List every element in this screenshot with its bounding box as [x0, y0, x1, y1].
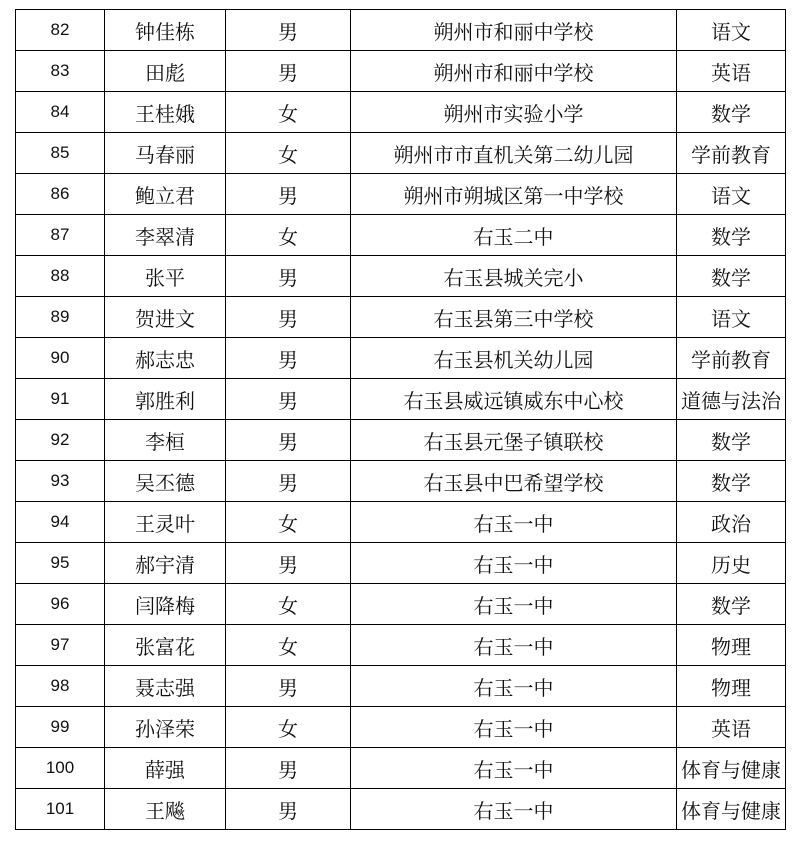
table-row: [16, 420, 786, 461]
gender-cell: 女: [226, 625, 351, 666]
school-cell: 朔州市和丽中学校: [351, 51, 677, 92]
school-cell: 右玉县第三中学校: [351, 297, 677, 338]
teacher-name-cell: 王灵叶: [105, 502, 226, 543]
subject-cell: 物理: [677, 666, 786, 707]
teacher-name-cell: 王飚: [105, 789, 226, 830]
row-number-cell: 87: [16, 215, 105, 256]
row-number-cell: 83: [16, 51, 105, 92]
school-cell: 右玉一中: [351, 502, 677, 543]
school-cell: 右玉一中: [351, 584, 677, 625]
subject-cell: 数学: [677, 256, 786, 297]
school-cell: 朔州市和丽中学校: [351, 10, 677, 51]
gender-cell: 男: [226, 379, 351, 420]
gender-cell: 男: [226, 297, 351, 338]
subject-cell: 语文: [677, 10, 786, 51]
row-number-cell: 84: [16, 92, 105, 133]
subject-cell: 语文: [677, 297, 786, 338]
row-number-cell: 99: [16, 707, 105, 748]
row-number-cell: 101: [16, 789, 105, 830]
teacher-name-cell: 聂志强: [105, 666, 226, 707]
table-row: [16, 92, 786, 133]
teacher-name-cell: 郝宇清: [105, 543, 226, 584]
teacher-name-cell: 郭胜利: [105, 379, 226, 420]
gender-cell: 女: [226, 707, 351, 748]
subject-cell: 体育与健康: [677, 789, 786, 830]
subject-cell: 英语: [677, 707, 786, 748]
table-row: [16, 297, 786, 338]
row-number-cell: 88: [16, 256, 105, 297]
row-number-cell: 92: [16, 420, 105, 461]
subject-cell: 数学: [677, 584, 786, 625]
gender-cell: 男: [226, 543, 351, 584]
gender-cell: 男: [226, 174, 351, 215]
teacher-name-cell: 贺进文: [105, 297, 226, 338]
subject-cell: 物理: [677, 625, 786, 666]
teacher-name-cell: 钟佳栋: [105, 10, 226, 51]
subject-cell: 历史: [677, 543, 786, 584]
row-number-cell: 86: [16, 174, 105, 215]
gender-cell: 男: [226, 10, 351, 51]
school-cell: 右玉县城关完小: [351, 256, 677, 297]
teacher-name-cell: 鲍立君: [105, 174, 226, 215]
school-cell: 右玉一中: [351, 543, 677, 584]
gender-cell: 女: [226, 215, 351, 256]
roster-table-body: [16, 10, 786, 830]
table-row: [16, 215, 786, 256]
subject-cell: 学前教育: [677, 338, 786, 379]
table-row: [16, 625, 786, 666]
row-number-cell: 94: [16, 502, 105, 543]
school-cell: 右玉一中: [351, 666, 677, 707]
school-cell: 右玉一中: [351, 789, 677, 830]
row-number-cell: 91: [16, 379, 105, 420]
gender-cell: 男: [226, 461, 351, 502]
school-cell: 朔州市市直机关第二幼儿园: [351, 133, 677, 174]
table-row: [16, 379, 786, 420]
subject-cell: 数学: [677, 420, 786, 461]
table-row: [16, 502, 786, 543]
teacher-name-cell: 张富花: [105, 625, 226, 666]
gender-cell: 女: [226, 502, 351, 543]
table-row: [16, 133, 786, 174]
table-row: [16, 748, 786, 789]
gender-cell: 男: [226, 748, 351, 789]
table-row: [16, 338, 786, 379]
row-number-cell: 93: [16, 461, 105, 502]
row-number-cell: 97: [16, 625, 105, 666]
roster-sheet: [15, 9, 785, 830]
teacher-name-cell: 郝志忠: [105, 338, 226, 379]
row-number-cell: 95: [16, 543, 105, 584]
row-number-cell: 89: [16, 297, 105, 338]
subject-cell: 英语: [677, 51, 786, 92]
gender-cell: 女: [226, 133, 351, 174]
teacher-name-cell: 吴丕德: [105, 461, 226, 502]
school-cell: 右玉县元堡子镇联校: [351, 420, 677, 461]
gender-cell: 女: [226, 92, 351, 133]
school-cell: 朔州市实验小学: [351, 92, 677, 133]
gender-cell: 男: [226, 338, 351, 379]
gender-cell: 男: [226, 256, 351, 297]
school-cell: 右玉二中: [351, 215, 677, 256]
teacher-name-cell: 薛强: [105, 748, 226, 789]
gender-cell: 男: [226, 789, 351, 830]
teacher-name-cell: 李桓: [105, 420, 226, 461]
table-row: [16, 543, 786, 584]
row-number-cell: 85: [16, 133, 105, 174]
row-number-cell: 90: [16, 338, 105, 379]
subject-cell: 学前教育: [677, 133, 786, 174]
teacher-name-cell: 马春丽: [105, 133, 226, 174]
table-row: [16, 461, 786, 502]
subject-cell: 语文: [677, 174, 786, 215]
school-cell: 右玉县威远镇威东中心校: [351, 379, 677, 420]
table-row: [16, 10, 786, 51]
school-cell: 右玉县中巴希望学校: [351, 461, 677, 502]
table-row: [16, 789, 786, 830]
roster-table: [15, 9, 786, 830]
table-row: [16, 707, 786, 748]
subject-cell: 数学: [677, 215, 786, 256]
row-number-cell: 82: [16, 10, 105, 51]
school-cell: 右玉一中: [351, 748, 677, 789]
row-number-cell: 98: [16, 666, 105, 707]
gender-cell: 男: [226, 666, 351, 707]
row-number-cell: 96: [16, 584, 105, 625]
gender-cell: 男: [226, 51, 351, 92]
teacher-name-cell: 孙泽荣: [105, 707, 226, 748]
school-cell: 右玉一中: [351, 625, 677, 666]
table-row: [16, 584, 786, 625]
subject-cell: 数学: [677, 92, 786, 133]
school-cell: 朔州市朔城区第一中学校: [351, 174, 677, 215]
subject-cell: 道德与法治: [677, 379, 786, 420]
table-row: [16, 666, 786, 707]
table-row: [16, 256, 786, 297]
teacher-name-cell: 闫降梅: [105, 584, 226, 625]
subject-cell: 数学: [677, 461, 786, 502]
teacher-name-cell: 王桂娥: [105, 92, 226, 133]
table-row: [16, 174, 786, 215]
teacher-name-cell: 李翠清: [105, 215, 226, 256]
school-cell: 右玉一中: [351, 707, 677, 748]
teacher-name-cell: 田彪: [105, 51, 226, 92]
school-cell: 右玉县机关幼儿园: [351, 338, 677, 379]
teacher-name-cell: 张平: [105, 256, 226, 297]
gender-cell: 男: [226, 420, 351, 461]
subject-cell: 政治: [677, 502, 786, 543]
gender-cell: 女: [226, 584, 351, 625]
row-number-cell: 100: [16, 748, 105, 789]
table-row: [16, 51, 786, 92]
subject-cell: 体育与健康: [677, 748, 786, 789]
